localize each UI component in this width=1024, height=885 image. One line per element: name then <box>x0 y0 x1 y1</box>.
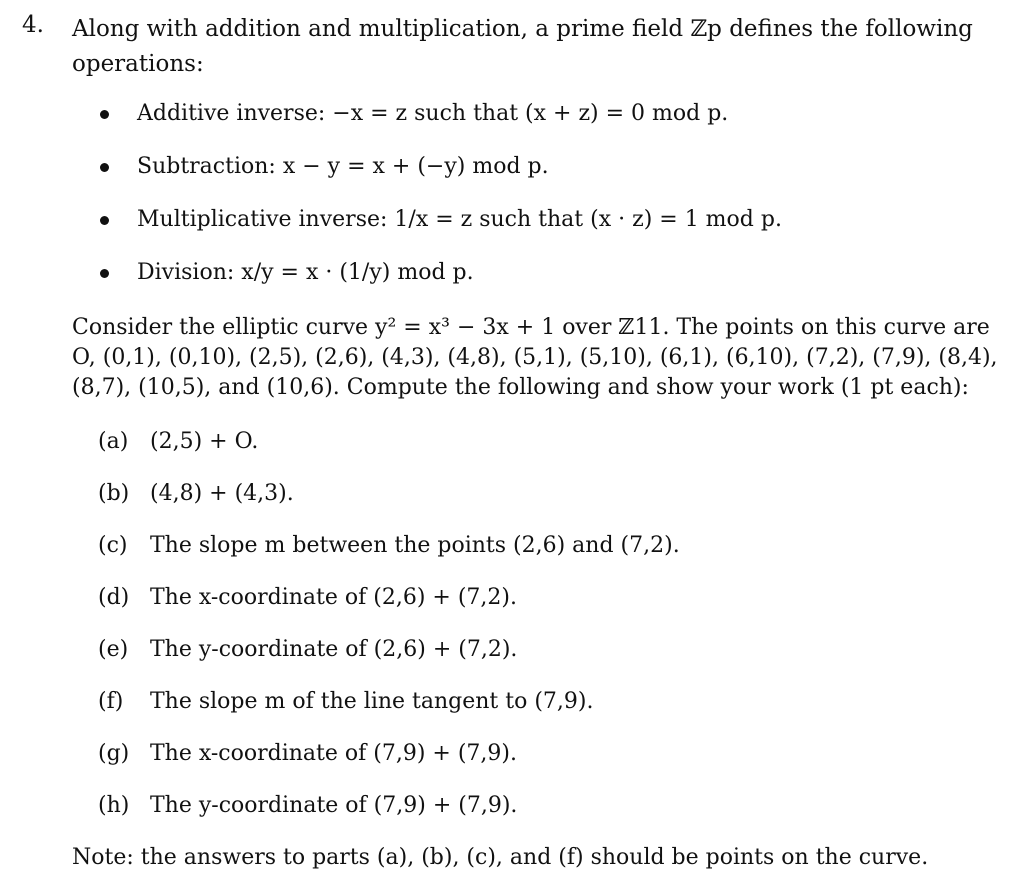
bullet-icon <box>100 216 109 225</box>
list-item <box>98 583 998 635</box>
part-label: (c) <box>98 533 128 558</box>
list-item <box>100 203 1000 256</box>
list-item <box>98 791 998 843</box>
operation-text: Additive inverse: −x = z such that (x + z) = 0 mod p. <box>137 101 729 126</box>
bullet-icon <box>100 269 109 278</box>
part-text: The slope m between the points (2,6) and (7,2). <box>150 533 680 558</box>
part-label: (a) <box>98 429 129 454</box>
list-item <box>100 256 1000 309</box>
note-text: Note: the answers to parts (a), (b), (c), and (f) should be points on the curve. <box>72 845 929 870</box>
part-label: (h) <box>98 793 130 818</box>
part-text: The y-coordinate of (2,6) + (7,2). <box>150 637 518 662</box>
bullet-icon <box>100 163 109 172</box>
list-item <box>98 739 998 791</box>
part-label: (g) <box>98 741 130 766</box>
part-text: The x-coordinate of (2,6) + (7,2). <box>150 585 517 610</box>
list-item <box>100 150 1000 203</box>
list-item <box>98 479 998 531</box>
list-item <box>100 97 1000 150</box>
list-item <box>98 635 998 687</box>
part-label: (b) <box>98 481 130 506</box>
parts-list <box>98 427 998 843</box>
operations-list <box>100 97 1000 309</box>
part-text: (4,8) + (4,3). <box>150 481 294 506</box>
operation-text: Multiplicative inverse: 1/x = z such that (x · z) = 1 mod p. <box>137 207 782 232</box>
operation-text: Division: x/y = x · (1/y) mod p. <box>137 260 474 285</box>
part-text: The y-coordinate of (7,9) + (7,9). <box>150 793 518 818</box>
operation-text: Subtraction: x − y = x + (−y) mod p. <box>137 154 549 179</box>
part-text: The slope m of the line tangent to (7,9). <box>150 689 594 714</box>
list-item <box>98 427 998 479</box>
list-item <box>98 531 998 583</box>
question-number: 4. <box>22 12 44 38</box>
list-item <box>98 687 998 739</box>
bullet-icon <box>100 110 109 119</box>
question-intro: Along with addition and multiplication, a prime field ℤp defines the following operations: <box>72 16 973 77</box>
part-text: The x-coordinate of (7,9) + (7,9). <box>150 741 517 766</box>
part-text: (2,5) + O. <box>150 429 259 454</box>
part-label: (d) <box>98 585 130 610</box>
curve-paragraph: Consider the elliptic curve y² = x³ − 3x + 1 over ℤ11. The points on this curve are O, (0,1), (0,10), (2,5), (2,6), (4,3), (4,8), (5,1), (5,10), (6,1), (6,10), (7,2), (7,9), (8,4), (8,7), (10,5), and (10,6). Compute the following and show your work (1 pt each): <box>72 315 998 400</box>
part-label: (e) <box>98 637 129 662</box>
part-label: (f) <box>98 689 124 714</box>
